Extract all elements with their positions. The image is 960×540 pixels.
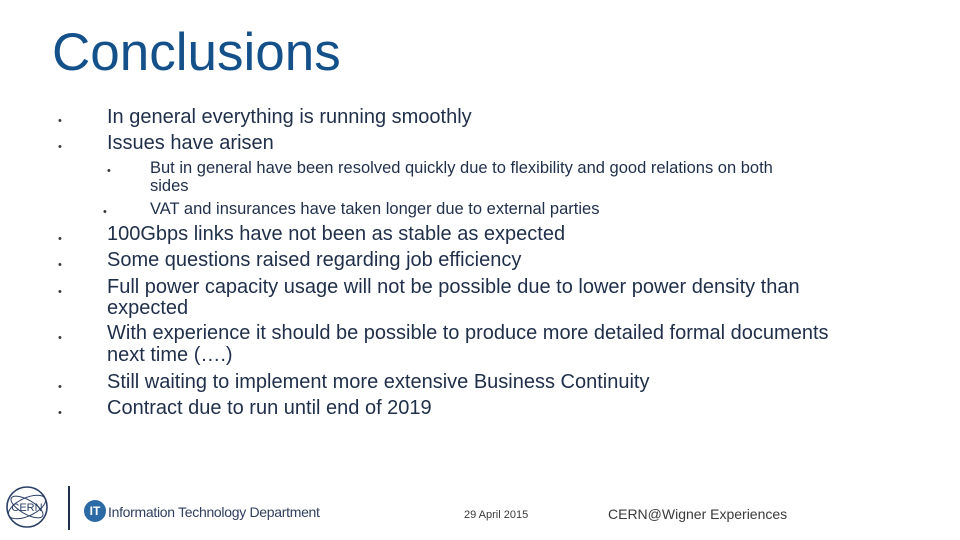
bullet-dot: • — [58, 332, 62, 344]
bullet-dot: • — [58, 233, 62, 245]
bullet-text: Contract due to run until end of 2019 — [107, 397, 432, 419]
bullet-dot: • — [58, 286, 62, 298]
bullet-dot: • — [103, 206, 107, 218]
bullet-text: Some questions raised regarding job efficiency — [107, 249, 522, 271]
bullet-text: Full power capacity usage will not be possible due to lower power density than — [107, 276, 800, 298]
bullet-dot: • — [58, 141, 62, 153]
footer-divider — [68, 486, 70, 530]
sub-bullet-text-cont: sides — [150, 177, 189, 195]
bullet-dot: • — [107, 165, 111, 177]
sub-bullet-text: VAT and insurances have taken longer due to external parties — [150, 200, 600, 218]
bullet-dot: • — [58, 407, 62, 419]
bullet-text: With experience it should be possible to produce more detailed formal documents — [107, 322, 829, 344]
footer-presentation-title: CERN@Wigner Experiences — [608, 506, 788, 522]
bullet-dot: • — [58, 381, 62, 393]
bullet-dot: • — [58, 115, 62, 127]
bullet-dot: • — [58, 259, 62, 271]
bullet-text-cont: next time (….) — [107, 344, 233, 366]
it-badge-icon: IT — [84, 500, 106, 522]
bullet-text: Still waiting to implement more extensive Business Continuity — [107, 371, 650, 393]
slide-title: Conclusions — [52, 23, 341, 82]
department-name: Information Technology Department — [108, 504, 320, 520]
bullet-text-cont: expected — [107, 297, 189, 319]
bullet-text: 100Gbps links have not been as stable as expected — [107, 223, 566, 245]
cern-logo-text: CERN — [11, 502, 43, 514]
bullet-text: In general everything is running smoothly — [107, 106, 472, 128]
footer-date: 29 April 2015 — [464, 509, 529, 521]
bullet-text: Issues have arisen — [107, 132, 274, 154]
sub-bullet-text: But in general have been resolved quickly due to flexibility and good relations on both — [150, 159, 773, 177]
cern-logo-icon — [4, 484, 50, 530]
